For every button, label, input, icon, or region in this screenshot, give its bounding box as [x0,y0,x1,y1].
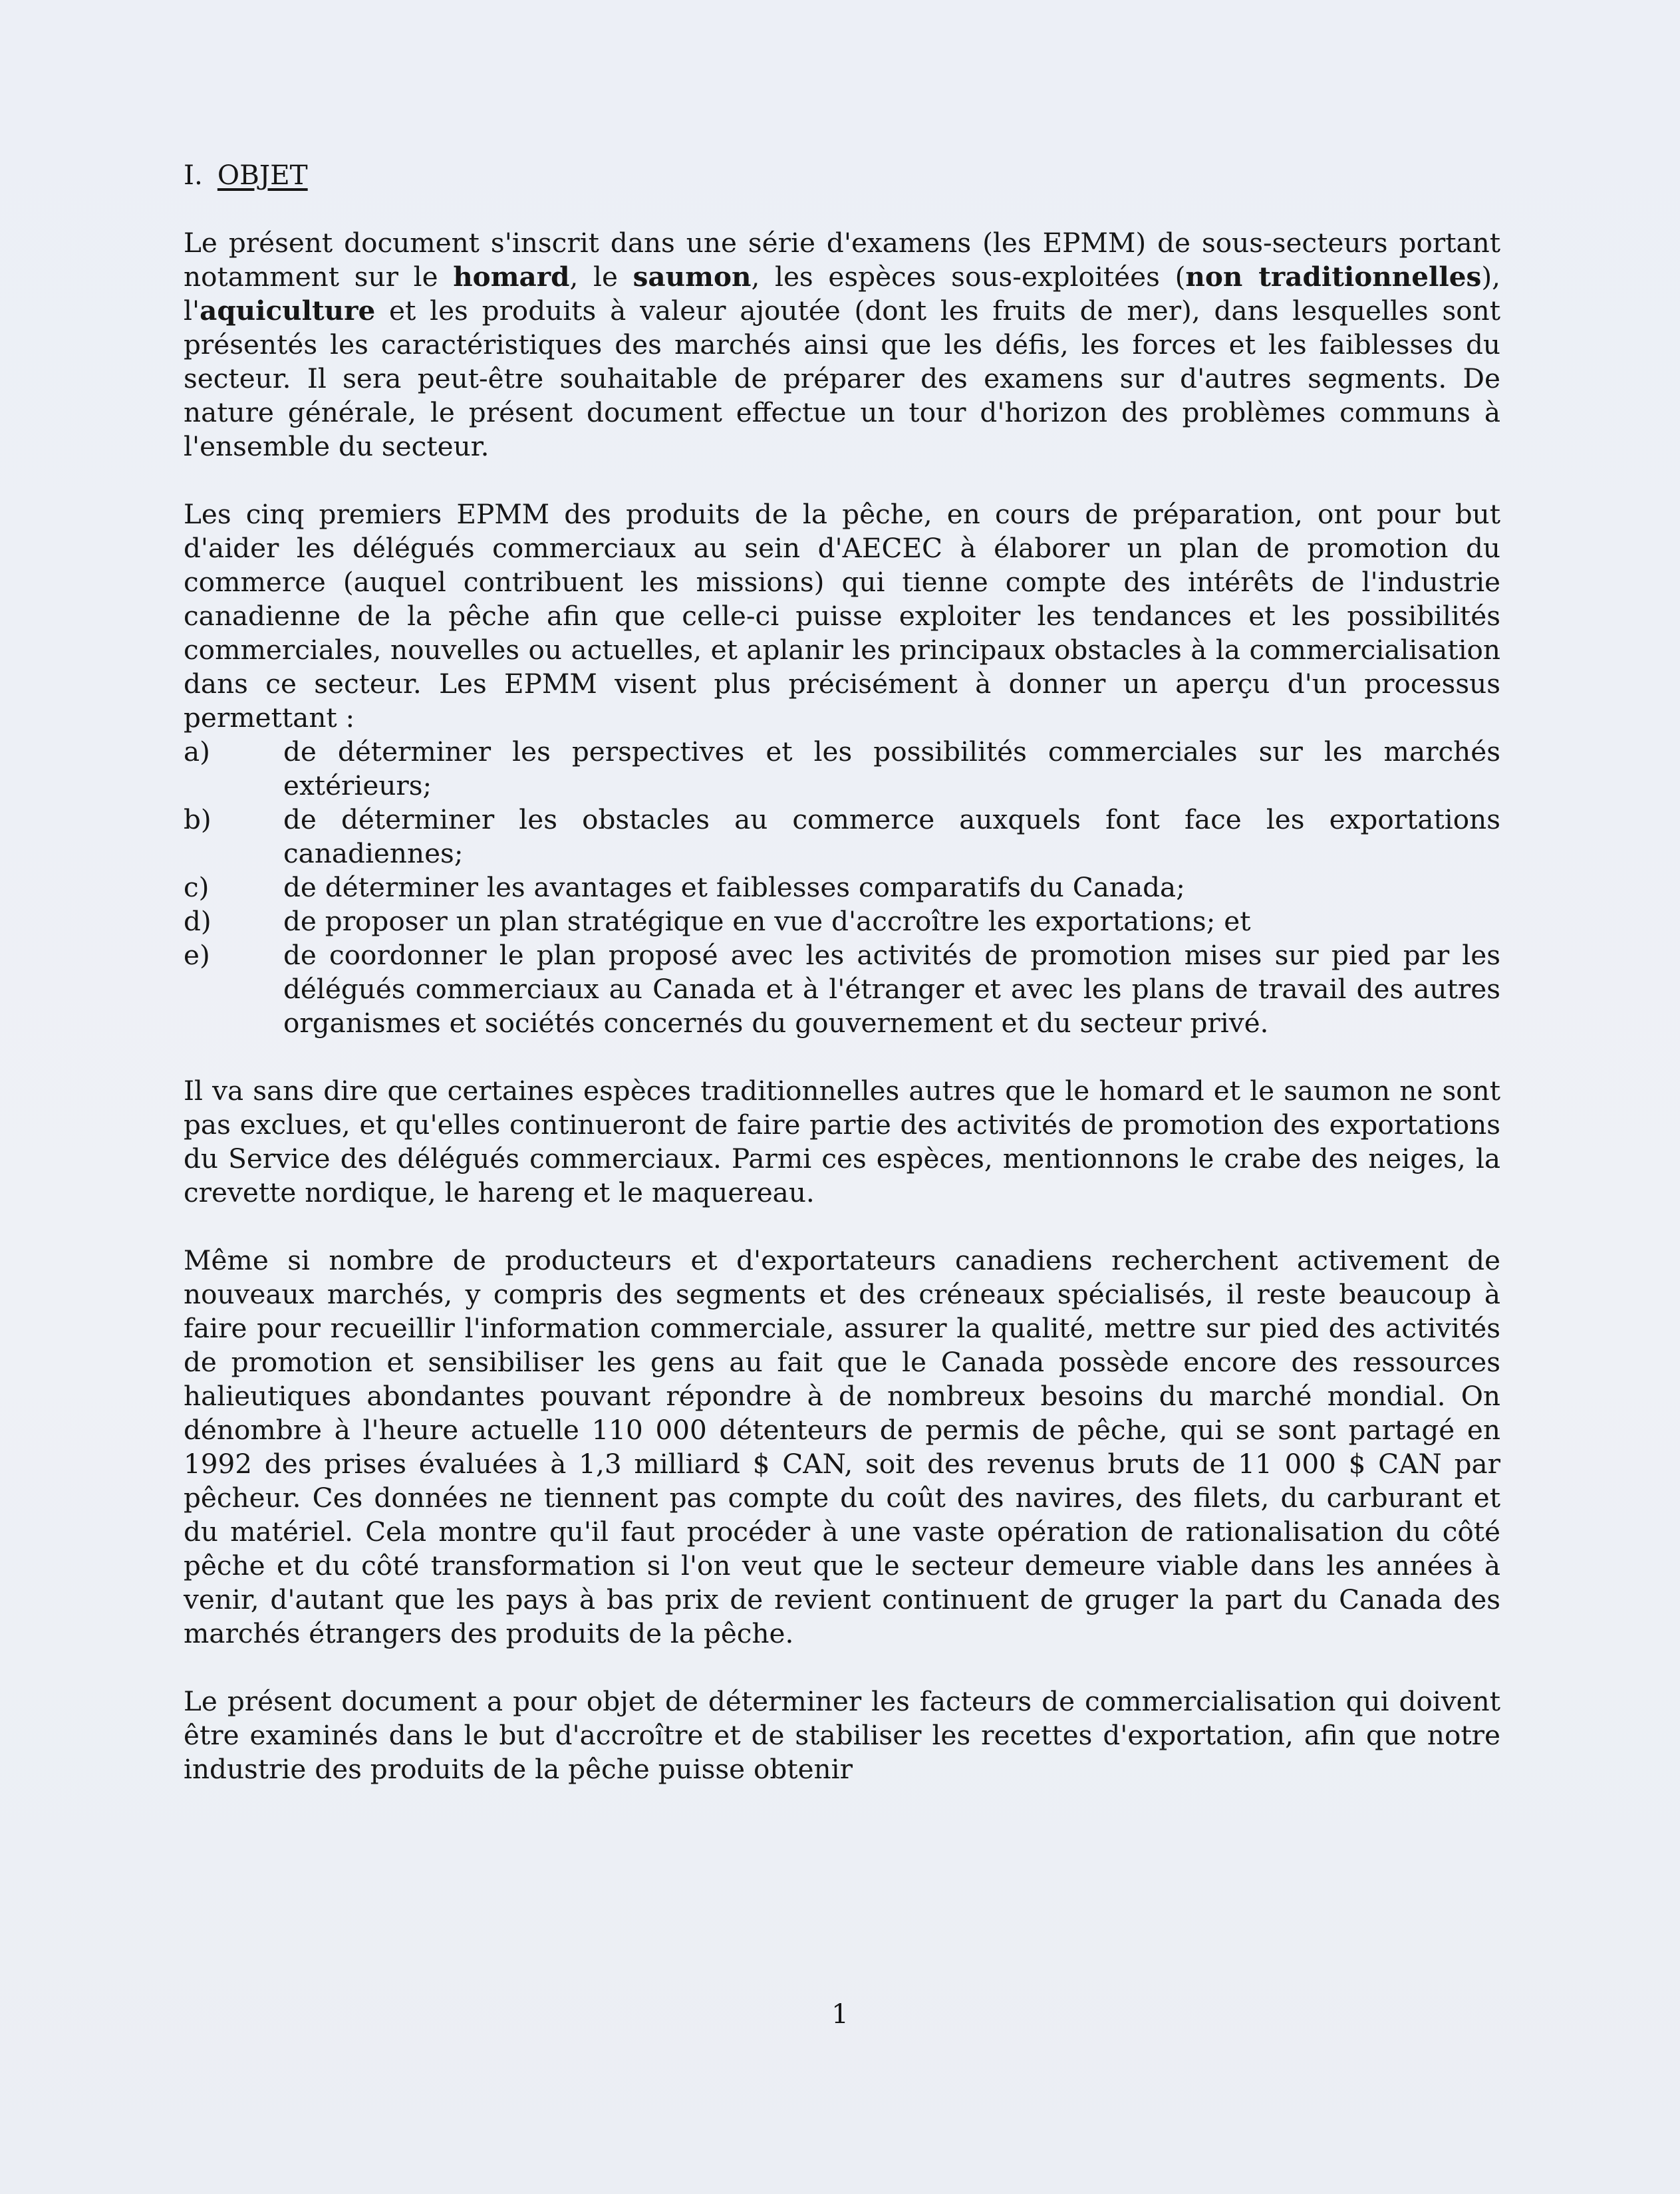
section-heading [184,158,1500,192]
paragraph-intro-text-3: , les espèces sous-exploitées ( [751,261,1186,293]
paragraph-market-context: Même si nombre de producteurs et d'exportateurs canadiens recherchent activement de nouveaux marchés, y compris des segments et des créneaux spécialisés, il reste beaucoup à faire pour recueillir l'information commerciale, assurer la qualité, mettre sur pied des activités de promotion et sensibiliser les gens au fait que le Canada possède encore des ressources halieutiques abondantes pouvant répondre à de nombreux besoins du marché mondial. On dénombre à l'heure actuelle 110 000 détenteurs de permis de pêche, qui se sont partagé en 1992 des prises évaluées à 1,3 milliard $ CAN, soit des revenus bruts de 11 000 $ CAN par pêcheur. Ces données ne tiennent pas compte du coût des navires, des filets, du carburant et du matériel. Cela montre qu'il faut procéder à une vaste opération de rationalisation du côté pêche et du côté transformation si l'on veut que le secteur demeure viable dans les années à venir, d'autant que les pays à bas prix de revient continuent de gruger la part du Canada des marchés étrangers des produits de la pêche. [184,1244,1500,1649]
paragraph-intro-text-2: , le [569,261,633,293]
paragraph-intro-text-5: et les produits à valeur ajoutée (dont les fruits de mer), dans lesquelles sont présentés les caractéristiques des marchés ainsi que les défis, les forces et les faiblesses du secteur. Il sera peut-être souhaitable de préparer des examens sur d'autres segments. De nature générale, le présent document effectue un tour d'horizon des problèmes communs à l'ensemble du secteur. [184,295,1500,462]
list-item-text: de déterminer les avantages et faiblesses comparatifs du Canada; [283,871,1185,903]
keyword-aquiculture: aquiculture [200,295,376,327]
objectives-list [184,735,1500,1040]
paragraph-intro [184,226,1500,464]
list-item-text: de coordonner le plan proposé avec les activités de promotion mises sur pied par les délégués commerciaux au Canada et à l'étranger et avec les plans de travail des autres organismes et sociétés concernés du gouvernement et du secteur privé. [283,939,1500,1039]
list-item-text: de déterminer les obstacles au commerce auxquels font face les exportations canadiennes; [283,803,1500,869]
keyword-saumon: saumon [632,261,752,293]
section-title: OBJET [217,159,308,191]
list-item [184,735,1500,803]
document-body [184,158,1500,1820]
list-item-marker: e) [184,939,210,971]
list-item [184,803,1500,871]
paragraph-traditional-species: Il va sans dire que certaines espèces traditionnelles autres que le homard et le saumon ne sont pas exclues, et qu'elles continueront de faire partie des activités de promotion des exportations du Service des délégués commerciaux. Parmi ces espèces, mentionnons le crabe des neiges, la crevette nordique, le hareng et le maquereau. [184,1075,1500,1208]
list-item-text: de déterminer les perspectives et les possibilités commerciales sur les marchés extérieurs; [283,736,1500,801]
list-item-marker: d) [184,905,211,937]
section-number: I. [184,159,203,191]
paragraph-document-objective: Le présent document a pour objet de déterminer les facteurs de commercialisation qui doivent être examinés dans le but d'accroître et de stabiliser les recettes d'exportation, afin que notre industrie des produits de la pêche puisse obtenir [184,1685,1500,1785]
list-item [184,871,1500,904]
list-item-marker: c) [184,871,210,903]
list-item-text: de proposer un plan stratégique en vue d'accroître les exportations; et [283,905,1251,937]
list-item [184,904,1500,938]
list-item-marker: a) [184,736,210,767]
keyword-non-traditionnelles: non traditionnelles [1185,261,1482,293]
paragraph-intro-text-4: ), l' [184,261,1500,327]
paragraph-intro-text-1: Le présent document s'inscrit dans une série d'examens (les EPMM) de sous-secteurs portant notamment sur le [184,227,1500,293]
list-item-marker: b) [184,803,211,835]
paragraph-epmm-purpose: Les cinq premiers EPMM des produits de la pêche, en cours de préparation, ont pour but d'aider les délégués commerciaux au sein d'AECEC à élaborer un plan de promotion du commerce (auquel contribuent les missions) qui tienne compte des intérêts de l'industrie canadienne de la pêche afin que celle-ci puisse exploiter les tendances et les possibilités commerciales, nouvelles ou actuelles, et aplanir les principaux obstacles à la commercialisation dans ce secteur. Les EPMM visent plus précisément à donner un aperçu d'un processus permettant : [184,498,1500,734]
keyword-homard: homard [453,261,570,293]
list-item [184,938,1500,1040]
page-number: 1 [831,1998,849,2030]
